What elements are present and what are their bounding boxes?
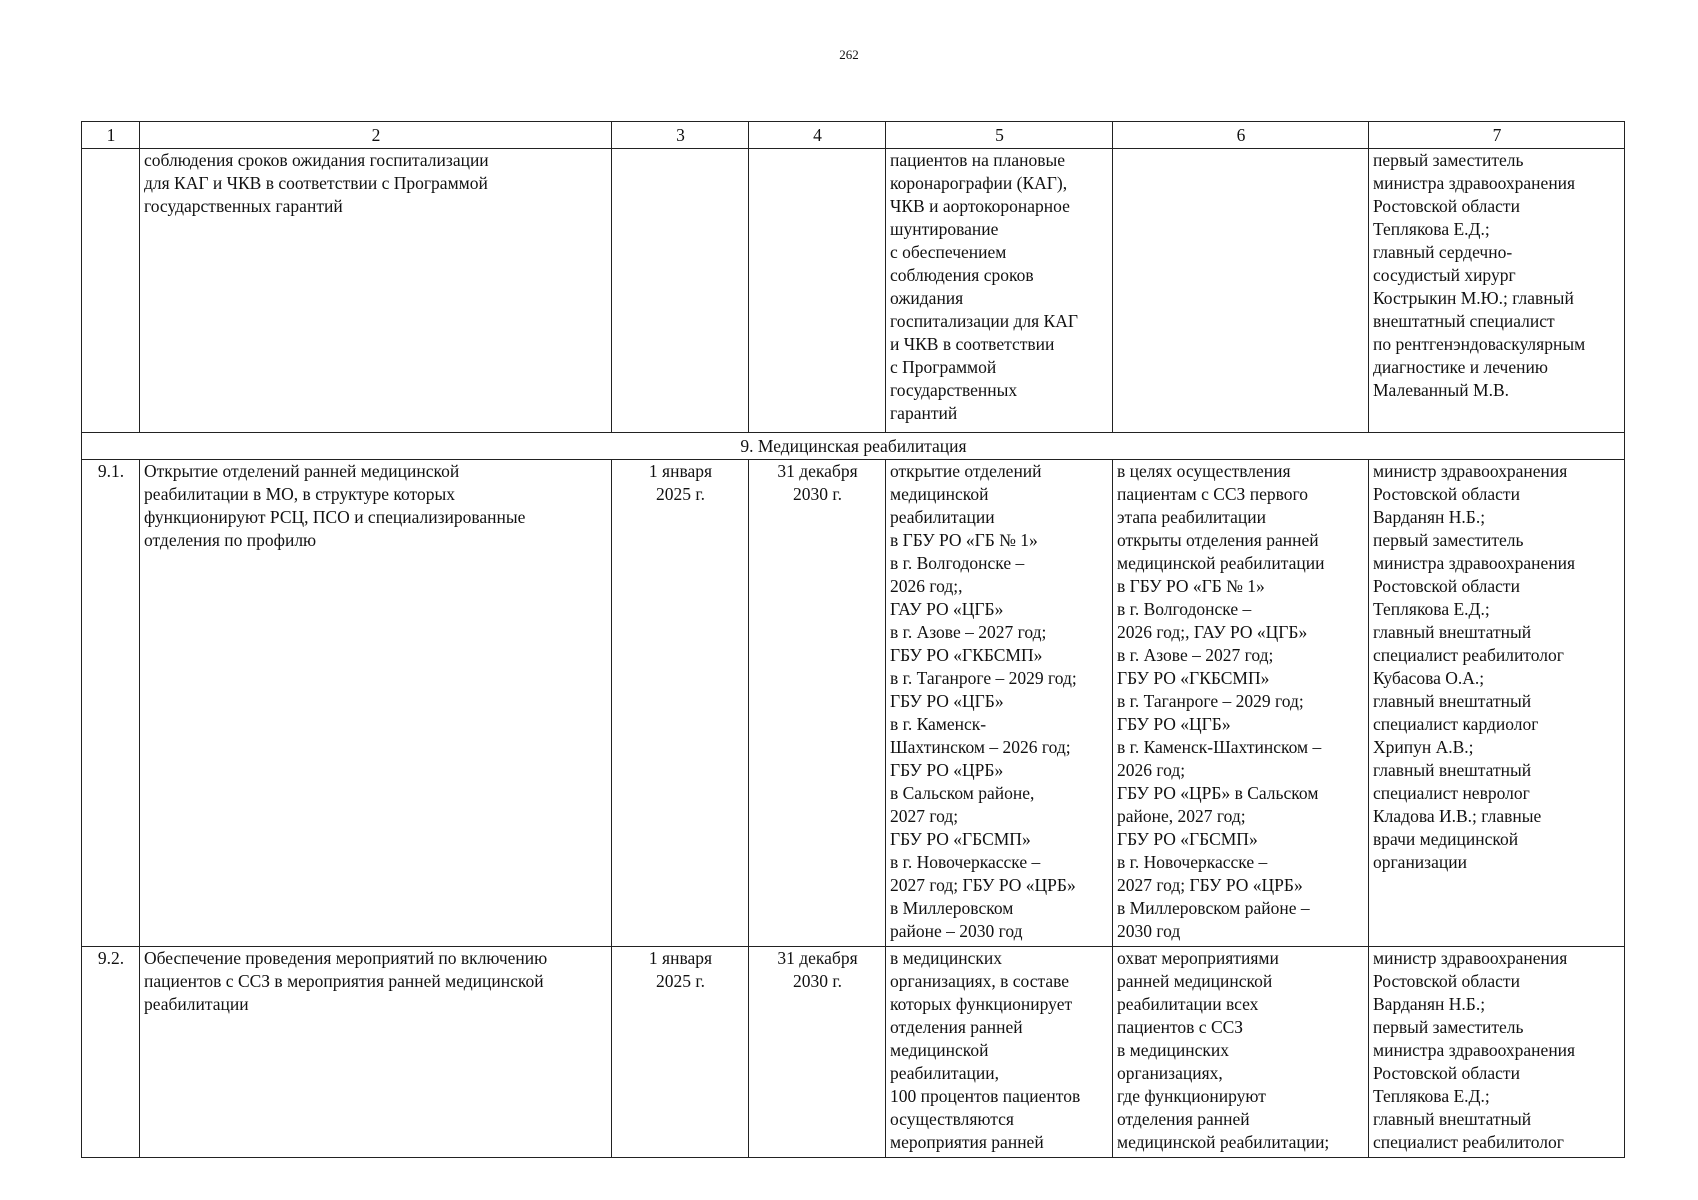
plan-table bbox=[81, 121, 1625, 1158]
page-number: 262 bbox=[839, 47, 859, 62]
cell-measure-title: соблюдения сроков ожидания госпитализации для КАГ и ЧКВ в соответствии с Программой государственных гарантий bbox=[140, 149, 612, 433]
column-number-5: 5 bbox=[886, 122, 1113, 149]
cell-start-date: 1 января 2025 г. bbox=[612, 460, 749, 947]
column-number-7: 7 bbox=[1369, 122, 1625, 149]
column-number-2: 2 bbox=[140, 122, 612, 149]
cell-end-date: 31 декабря 2030 г. bbox=[749, 947, 886, 1158]
cell-responsible: министр здравоохранения Ростовской области Варданян Н.Б.; первый заместитель министра здравоохранения Ростовской области Теплякова Е.Д.; главный внештатный специалист реабилитолог Кубасова О.А.; главный внештатный специалист кардиолог Хрипун А.В.; главный внештатный специалист невролог Кладова И.В.; главные врачи медицинской организации bbox=[1369, 460, 1625, 947]
cell-end-date bbox=[749, 149, 886, 433]
section-row bbox=[82, 433, 1625, 460]
table-row bbox=[82, 947, 1625, 1158]
cell-responsible: министр здравоохранения Ростовской области Варданян Н.Б.; первый заместитель министра здравоохранения Ростовской области Теплякова Е.Д.; главный внештатный специалист реабилитолог bbox=[1369, 947, 1625, 1158]
cell-responsible: первый заместитель министра здравоохранения Ростовской области Теплякова Е.Д.; главный сердечно- сосудистый хирург Кострыкин М.Ю.; главный внештатный специалист по рентгенэндоваскулярным диагностике и лечению Малеванный М.В. bbox=[1369, 149, 1625, 433]
section-title: 9. Медицинская реабилитация bbox=[82, 433, 1625, 460]
column-number-6: 6 bbox=[1113, 122, 1369, 149]
table-row bbox=[82, 460, 1625, 947]
cell-measure-title: Открытие отделений ранней медицинской реабилитации в МО, в структуре которых функционируют РСЦ, ПСО и специализированные отделения по профилю bbox=[140, 460, 612, 947]
cell-start-date bbox=[612, 149, 749, 433]
cell-start-date: 1 января 2025 г. bbox=[612, 947, 749, 1158]
table-row-continuation bbox=[82, 149, 1625, 433]
cell-number: 9.2. bbox=[82, 947, 140, 1158]
cell-result: пациентов на плановые коронарографии (КАГ), ЧКВ и аортокоронарное шунтирование с обеспечением соблюдения сроков ожидания госпитализации для КАГ и ЧКВ в соответствии с Программой государственных гарантий bbox=[886, 149, 1113, 433]
cell-number: 9.1. bbox=[82, 460, 140, 947]
column-number-4: 4 bbox=[749, 122, 886, 149]
cell-measure-title: Обеспечение проведения мероприятий по включению пациентов с ССЗ в мероприятия ранней медицинской реабилитации bbox=[140, 947, 612, 1158]
cell-result: открытие отделений медицинской реабилитации в ГБУ РО «ГБ № 1» в г. Волгодонске – 2026 год;, ГАУ РО «ЦГБ» в г. Азове – 2027 год; ГБУ РО «ГКБСМП» в г. Таганроге – 2029 год; ГБУ РО «ЦГБ» в г. Каменск- Шахтинском – 2026 год; ГБУ РО «ЦРБ» в Сальском районе, 2027 год; ГБУ РО «ГБСМП» в г. Новочеркасске – 2027 год; ГБУ РО «ЦРБ» в Миллеровском районе – 2030 год bbox=[886, 460, 1113, 947]
cell-effect: в целях осуществления пациентам с ССЗ первого этапа реабилитации открыты отделения ранней медицинской реабилитации в ГБУ РО «ГБ № 1» в г. Волгодонске – 2026 год;, ГАУ РО «ЦГБ» в г. Азове – 2027 год; ГБУ РО «ГКБСМП» в г. Таганроге – 2029 год; ГБУ РО «ЦГБ» в г. Каменск-Шахтинском – 2026 год; ГБУ РО «ЦРБ» в Сальском районе, 2027 год; ГБУ РО «ГБСМП» в г. Новочеркасске – 2027 год; ГБУ РО «ЦРБ» в Миллеровском районе – 2030 год bbox=[1113, 460, 1369, 947]
cell-end-date: 31 декабря 2030 г. bbox=[749, 460, 886, 947]
cell-effect bbox=[1113, 149, 1369, 433]
cell-effect: охват мероприятиями ранней медицинской реабилитации всех пациентов с ССЗ в медицинских организациях, где функционируют отделения ранней медицинской реабилитации; bbox=[1113, 947, 1369, 1158]
cell-result: в медицинских организациях, в составе которых функционирует отделения ранней медицинской реабилитации, 100 процентов пациентов осуществляются мероприятия ранней bbox=[886, 947, 1113, 1158]
column-number-1: 1 bbox=[82, 122, 140, 149]
cell-number bbox=[82, 149, 140, 433]
column-number-3: 3 bbox=[612, 122, 749, 149]
table-header-row bbox=[82, 122, 1625, 149]
